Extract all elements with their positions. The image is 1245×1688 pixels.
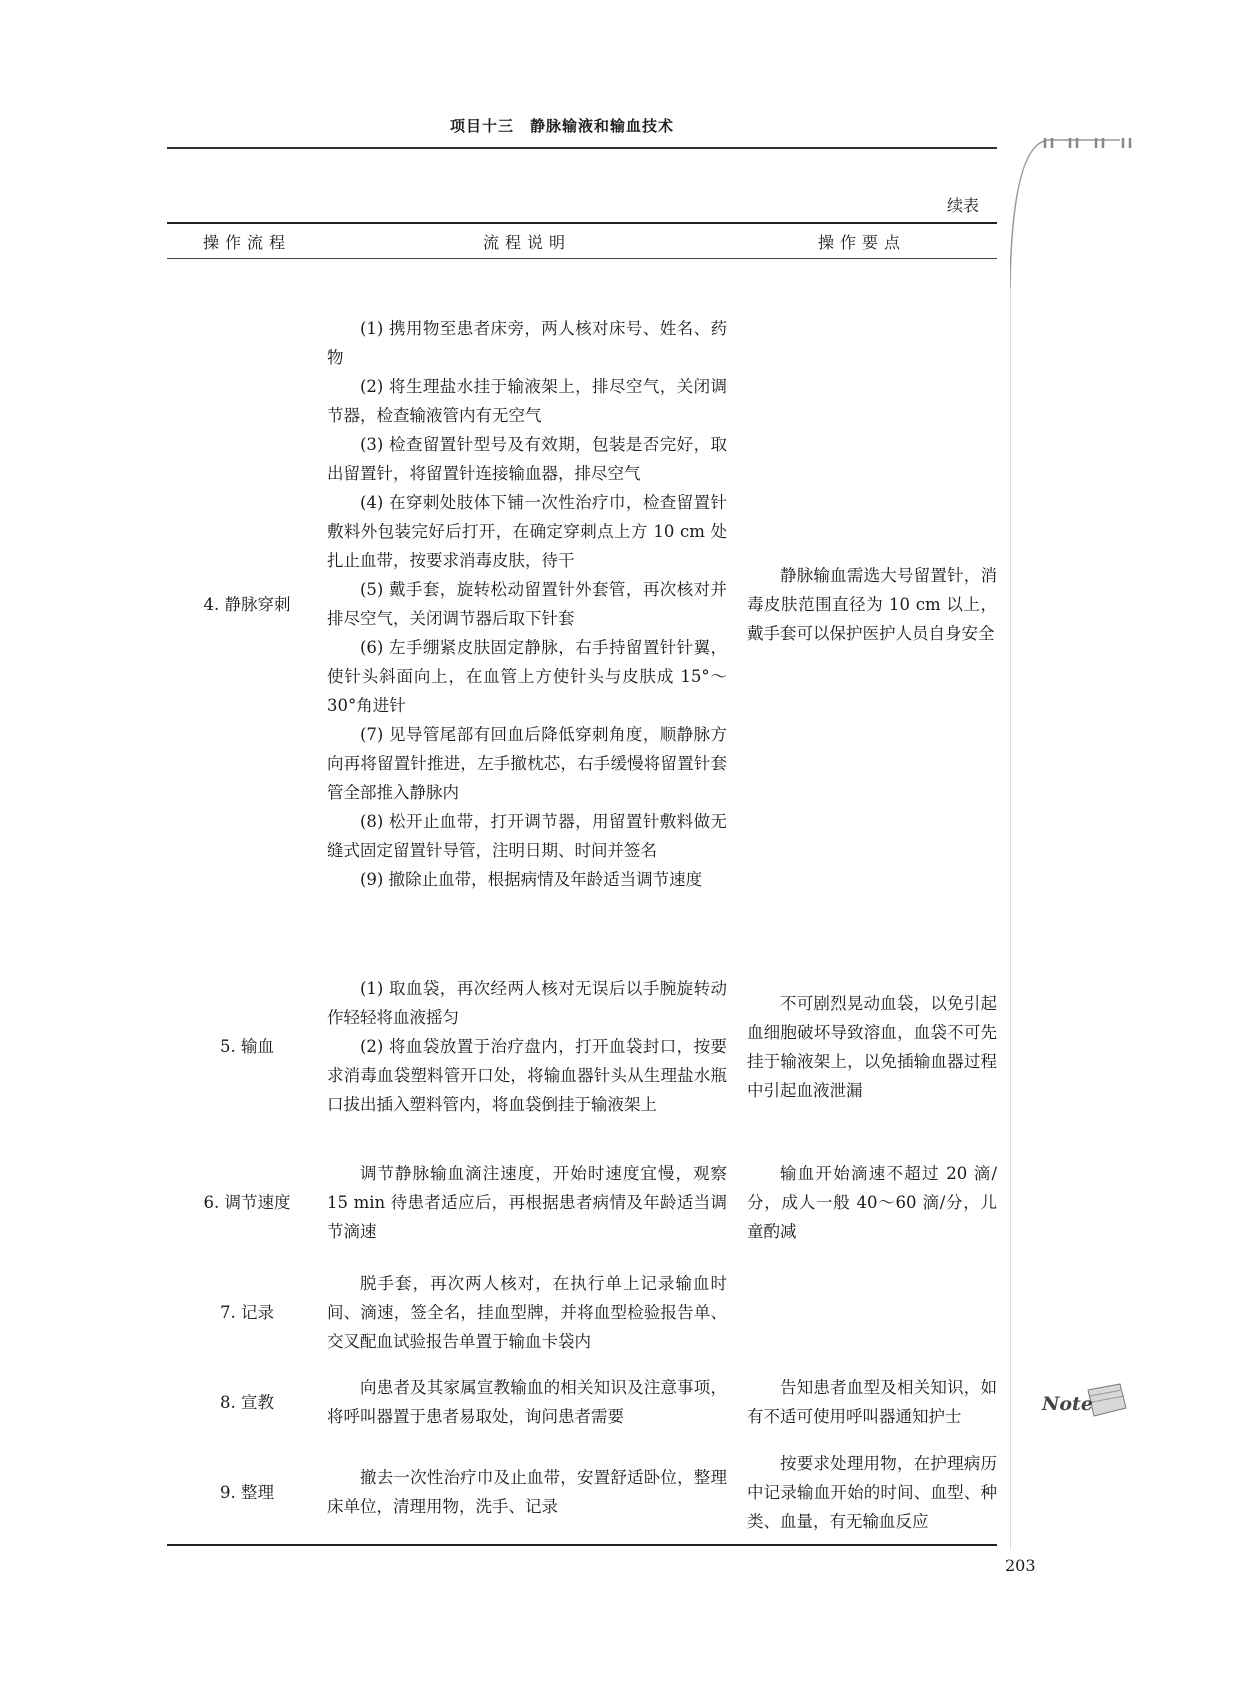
row-key-points: 告知患者血型及相关知识，如有不适可使用呼叫器通知护士 [747, 1378, 997, 1426]
running-header-title: 项目十三 静脉输液和输血技术 [450, 117, 675, 135]
row-step: 8. 宣教 [220, 1392, 274, 1412]
detail-item: 调节静脉输血滴注速度，开始时速度宜慢，观察 15 min 待患者适应后，再根据患者病情及年龄适当调节滴速 [327, 1163, 727, 1241]
row-key-points: 静脉输血需选大号留置针，消毒皮肤范围直径为 10 cm 以上，戴手套可以保护医护人员自身安全 [747, 565, 997, 643]
detail-item: (2) 将血袋放置于治疗盘内，打开血袋封口，按要求消毒血袋塑料管开口处，将输血器针头从生理盐水瓶口拔出插入塑料管内，将血袋倒挂于输液架上 [327, 1037, 727, 1114]
row-details [327, 314, 727, 894]
row-details [327, 1463, 727, 1521]
table-row [167, 1144, 997, 1260]
note-label: Note [1042, 1393, 1093, 1415]
row-details [327, 974, 727, 1119]
page-number: 203 [1005, 1556, 1036, 1575]
table-row [167, 949, 997, 1144]
note-book-icon [1088, 1384, 1126, 1416]
detail-item: 向患者及其家属宣教输血的相关知识及注意事项，将呼叫器置于患者易取处，询问患者需要 [327, 1378, 727, 1426]
column-header-key-points: 操作要点 [817, 232, 906, 252]
table-row [167, 259, 997, 949]
column-header-description: 流程说明 [482, 232, 571, 252]
procedure-table [167, 222, 997, 1546]
row-step: 7. 记录 [220, 1302, 274, 1322]
continued-label: 续表 [947, 196, 980, 215]
detail-item: (5) 戴手套，旋转松动留置针外套管，再次核对并排尽空气，关闭调节器后取下针套 [327, 580, 727, 628]
table-row [167, 1260, 997, 1364]
detail-item: 脱手套，再次两人核对，在执行单上记录输血时间、滴速，签全名，挂血型牌，并将血型检验报告单、交叉配血试验报告单置于输血卡袋内 [327, 1273, 727, 1351]
row-details [327, 1159, 727, 1246]
detail-item: (1) 取血袋，再次经两人核对无误后以手腕旋转动作轻轻将血液摇匀 [327, 979, 727, 1027]
table-bottom-rule [167, 1544, 997, 1546]
row-key-points: 按要求处理用物，在护理病历中记录输血开始的时间、血型、种类、血量，有无输血反应 [747, 1453, 997, 1531]
detail-item: (7) 见导管尾部有回血后降低穿刺角度，顺静脉方向再将留置针推进，左手撤枕芯，右手缓慢将留置针套管全部推入静脉内 [327, 725, 727, 802]
column-header-step: 操作流程 [202, 232, 291, 252]
row-step: 9. 整理 [220, 1482, 274, 1502]
detail-item: (3) 检查留置针型号及有效期，包装是否完好，取出留置针，将留置针连接输血器，排尽空气 [327, 435, 727, 483]
margin-decoration [1010, 138, 1200, 1558]
detail-item: (6) 左手绷紧皮肤固定静脉，右手持留置针针翼，使针头斜面向上，在血管上方使针头与皮肤成 15°～30°角进针 [327, 638, 727, 715]
row-step: 6. 调节速度 [203, 1192, 291, 1212]
row-step: 4. 静脉穿刺 [203, 594, 291, 614]
row-details [327, 1269, 727, 1356]
detail-item: (9) 撤除止血带，根据病情及年龄适当调节速度 [360, 870, 703, 889]
row-details [327, 1373, 727, 1431]
row-key-points: 不可剧烈晃动血袋，以免引起血细胞破坏导致溶血，血袋不可先挂于输液架上，以免插输血器过程中引起血液泄漏 [747, 993, 997, 1100]
table-row [167, 1440, 997, 1544]
row-key-points: 输血开始滴速不超过 20 滴/分，成人一般 40～60 滴/分，儿童酌减 [747, 1163, 997, 1241]
detail-item: (8) 松开止血带，打开调节器，用留置针敷料做无缝式固定留置针导管，注明日期、时间并签名 [327, 812, 727, 860]
detail-item: 撤去一次性治疗巾及止血带，安置舒适卧位，整理床单位，清理用物，洗手、记录 [327, 1468, 727, 1516]
header-rule [167, 147, 997, 149]
detail-item: (4) 在穿刺处肢体下铺一次性治疗巾，检查留置针敷料外包装完好后打开，在确定穿刺点上方 10 cm 处扎止血带，按要求消毒皮肤，待干 [327, 493, 727, 570]
row-step: 5. 输血 [220, 1037, 274, 1056]
detail-item: (1) 携用物至患者床旁，两人核对床号、姓名、药物 [327, 319, 727, 367]
table-header [167, 224, 997, 258]
detail-item: (2) 将生理盐水挂于输液架上，排尽空气，关闭调节器，检查输液管内有无空气 [327, 377, 727, 425]
table-row [167, 1364, 997, 1440]
